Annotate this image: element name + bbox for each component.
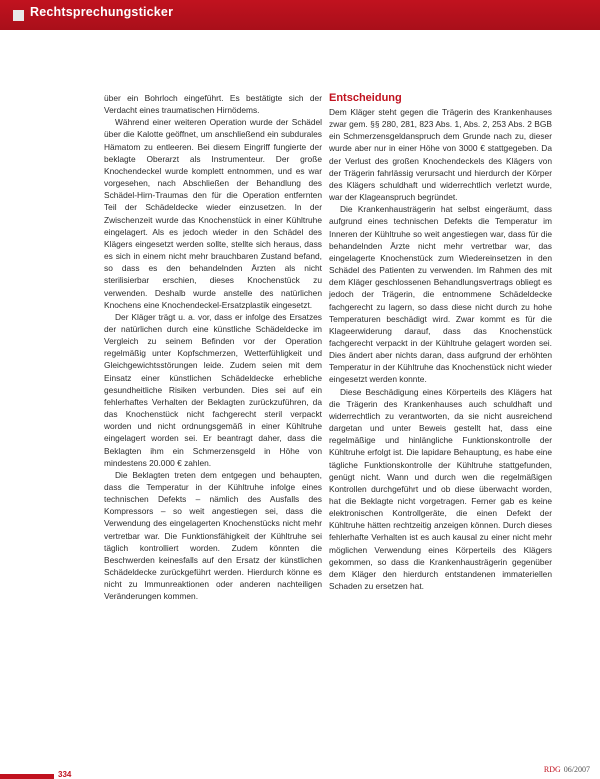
section-title: Rechtsprechungsticker [30,5,174,19]
left-column [104,92,322,603]
paragraph: Diese Beschädigung eines Körperteils des Klägers hat die Trägerin des Krankenhauses auch schuldhaft und widerrechtlich zu verantworten, da sie nicht ausreichend dargetan und unter Beweis gestellt hat, dass eine regelmäßige und hinlängliche Funktionskontrolle der Kühltruhe erfolgt ist. Die lapidare Behauptung, es habe eine tägliche Funktionskontrolle der Kühltruhe stattgefunden, genügt nicht. Wann und durch wen die regelmäßigen Kontrollen durchgeführt und ob diese überwacht worden, hat die Beklagte nicht vorgetragen. Ferner gab es keine elektronischen Kontrollgeräte, die einen Defekt der Kühltruhe hätten rechtzeitig anzeigen können. Durch dieses fehlerhafte Verhalten ist es auch kausal zu einer nicht mehr möglichen Verwendung eines Körperteils des Klägers gekommen, so dass die Krankenhausträgerin gegenüber dem Kläger den hierdurch entstandenen immateriellen Schaden zu ersetzen hat. [329,386,552,592]
footer-accent-bar [0,774,54,779]
paragraph: über ein Bohrloch eingeführt. Es bestätigte sich der Verdacht eines traumatischen Hirnödems. [104,93,322,116]
paragraph: Die Krankenhausträgerin hat selbst eingeräumt, dass aufgrund eines technischen Defekts die Temperatur im Inneren der Kühltruhe so weit angestiegen war, dass für die behandelnden Ärzte nicht mehr vertretbar war, das eingelagerte Knochenstück zum Wiedereinsetzen in den Schädel des Patienten zu verwenden. Im Rahmen des mit dem Kläger geschlossenen Behandlungsvertrags obliegt es jedoch der Trägerin, die entnommene Schädeldecke fachgerecht zu lagern, so dass diese nicht durch zu hohe Temperaturen beschädigt wird. Zwar kommt es für die Klageerwiderung darauf, dass das Knochenstück fachgerecht verpackt in der Kühltruhe gelagert worden sei. Dies ändert aber nichts daran, dass aufgrund der erhöhten Temperatur in der Kühltruhe das Knochenstück nicht wieder eingesetzt werden konnte. [329,204,552,385]
page-number: 334 [58,770,72,779]
journal-issue: 06/2007 [563,765,590,774]
section-header-bar [0,0,600,30]
section-heading: Entscheidung [329,92,402,104]
journal-reference [544,765,590,774]
right-column [329,92,552,592]
header-square-icon [13,10,24,21]
paragraph: Während einer weiteren Operation wurde der Schädel über die Kalotte geöffnet, um anschließend ein subdurales Hämatom zu entleeren. Bei diesem Eingriff fungierte der beklagte Oberarzt als Instrumenteur. Der große Knochendeckel wurde komplett entnommen, und es war vorgesehen, nach Abschließen der Behandlung des Schädel-Hirn-Traumas den für die Operation entfernten Teil der Schädeldecke wieder einzusetzen. In der Zwischenzeit wurde das Knochenstück in einer Kühltruhe eingelagert. Als es jedoch wieder in den Schädel des Klägers eingesetzt werden sollte, stellte sich heraus, dass es sich in einem nicht mehr brauchbaren Zustand befand, so dass es den behandelnden Ärzten als nicht sterilisierbar erschien, dieses Knochenstück zu verwenden. Deshalb wurde anstelle des natürlichen Knochens eine Knochendeckel-Ersatzplastik eingesetzt. [104,117,322,310]
paragraph: Der Kläger trägt u. a. vor, dass er infolge des Ersatzes der natürlichen durch eine künstliche Schädeldecke im Vergleich zu seinem Befinden vor der Operation regelmäßig unter Kopfschmerzen, Wetterfühligkeit und Gleichgewichtsstörungen leide. Zudem seien mit dem Einsatz einer künstlichen Schädeldecke erhebliche gesundheitliche Risiken verbunden. Dies sei auf ein fehlerhaftes Verhalten der Beklagten zurückzuführen, da das Knochenstück nicht fachgerecht steril verpackt worden und nicht ordnungsgemäß in einer Kühltruhe eingelagert worden sei. Er beantragt daher, dass die Beklagten ihm ein Schmerzensgeld in Höhe von mindestens 20.000 € zahlen. [104,311,322,468]
paragraph: Dem Kläger steht gegen die Trägerin des Krankenhauses zwar gem. §§ 280, 281, 823 Abs. 1, Abs. 2, 253 Abs. 2 BGB ein Schmerzensgeldanspruch dem Grunde nach zu, dieser wurde aber nur in einer Höhe von 3000 € stattgegeben. Da der Verlust des großen Knochendeckels des Klägers von der Trägerin fahrlässig verursacht und hierdurch der Körper des Klägers schuldhaft und widerrechtlich verletzt wurde, war der Klageanspruch begründet. [329,107,552,203]
journal-name: RDG [543,765,561,774]
paragraph: Die Beklagten treten dem entgegen und behaupten, dass die Temperatur in der Kühltruhe infolge eines technischen Defekts – nämlich des Ausfalls des Kompressors – so weit angestiegen sei, dass die Verwendung des eingelagerten Knochenstücks nicht mehr vertretbar war. Die Funktionsfähigkeit der Kühltruhe sei täglich kontrolliert worden. Zudem könnten die Beschwerden keinesfalls auf den Ersatz der künstlichen Schädeldecke zurückgeführt werden. Hierdurch könne es nicht zu Immunreaktionen oder anderen nachteiligen Veränderungen kommen. [104,469,322,602]
